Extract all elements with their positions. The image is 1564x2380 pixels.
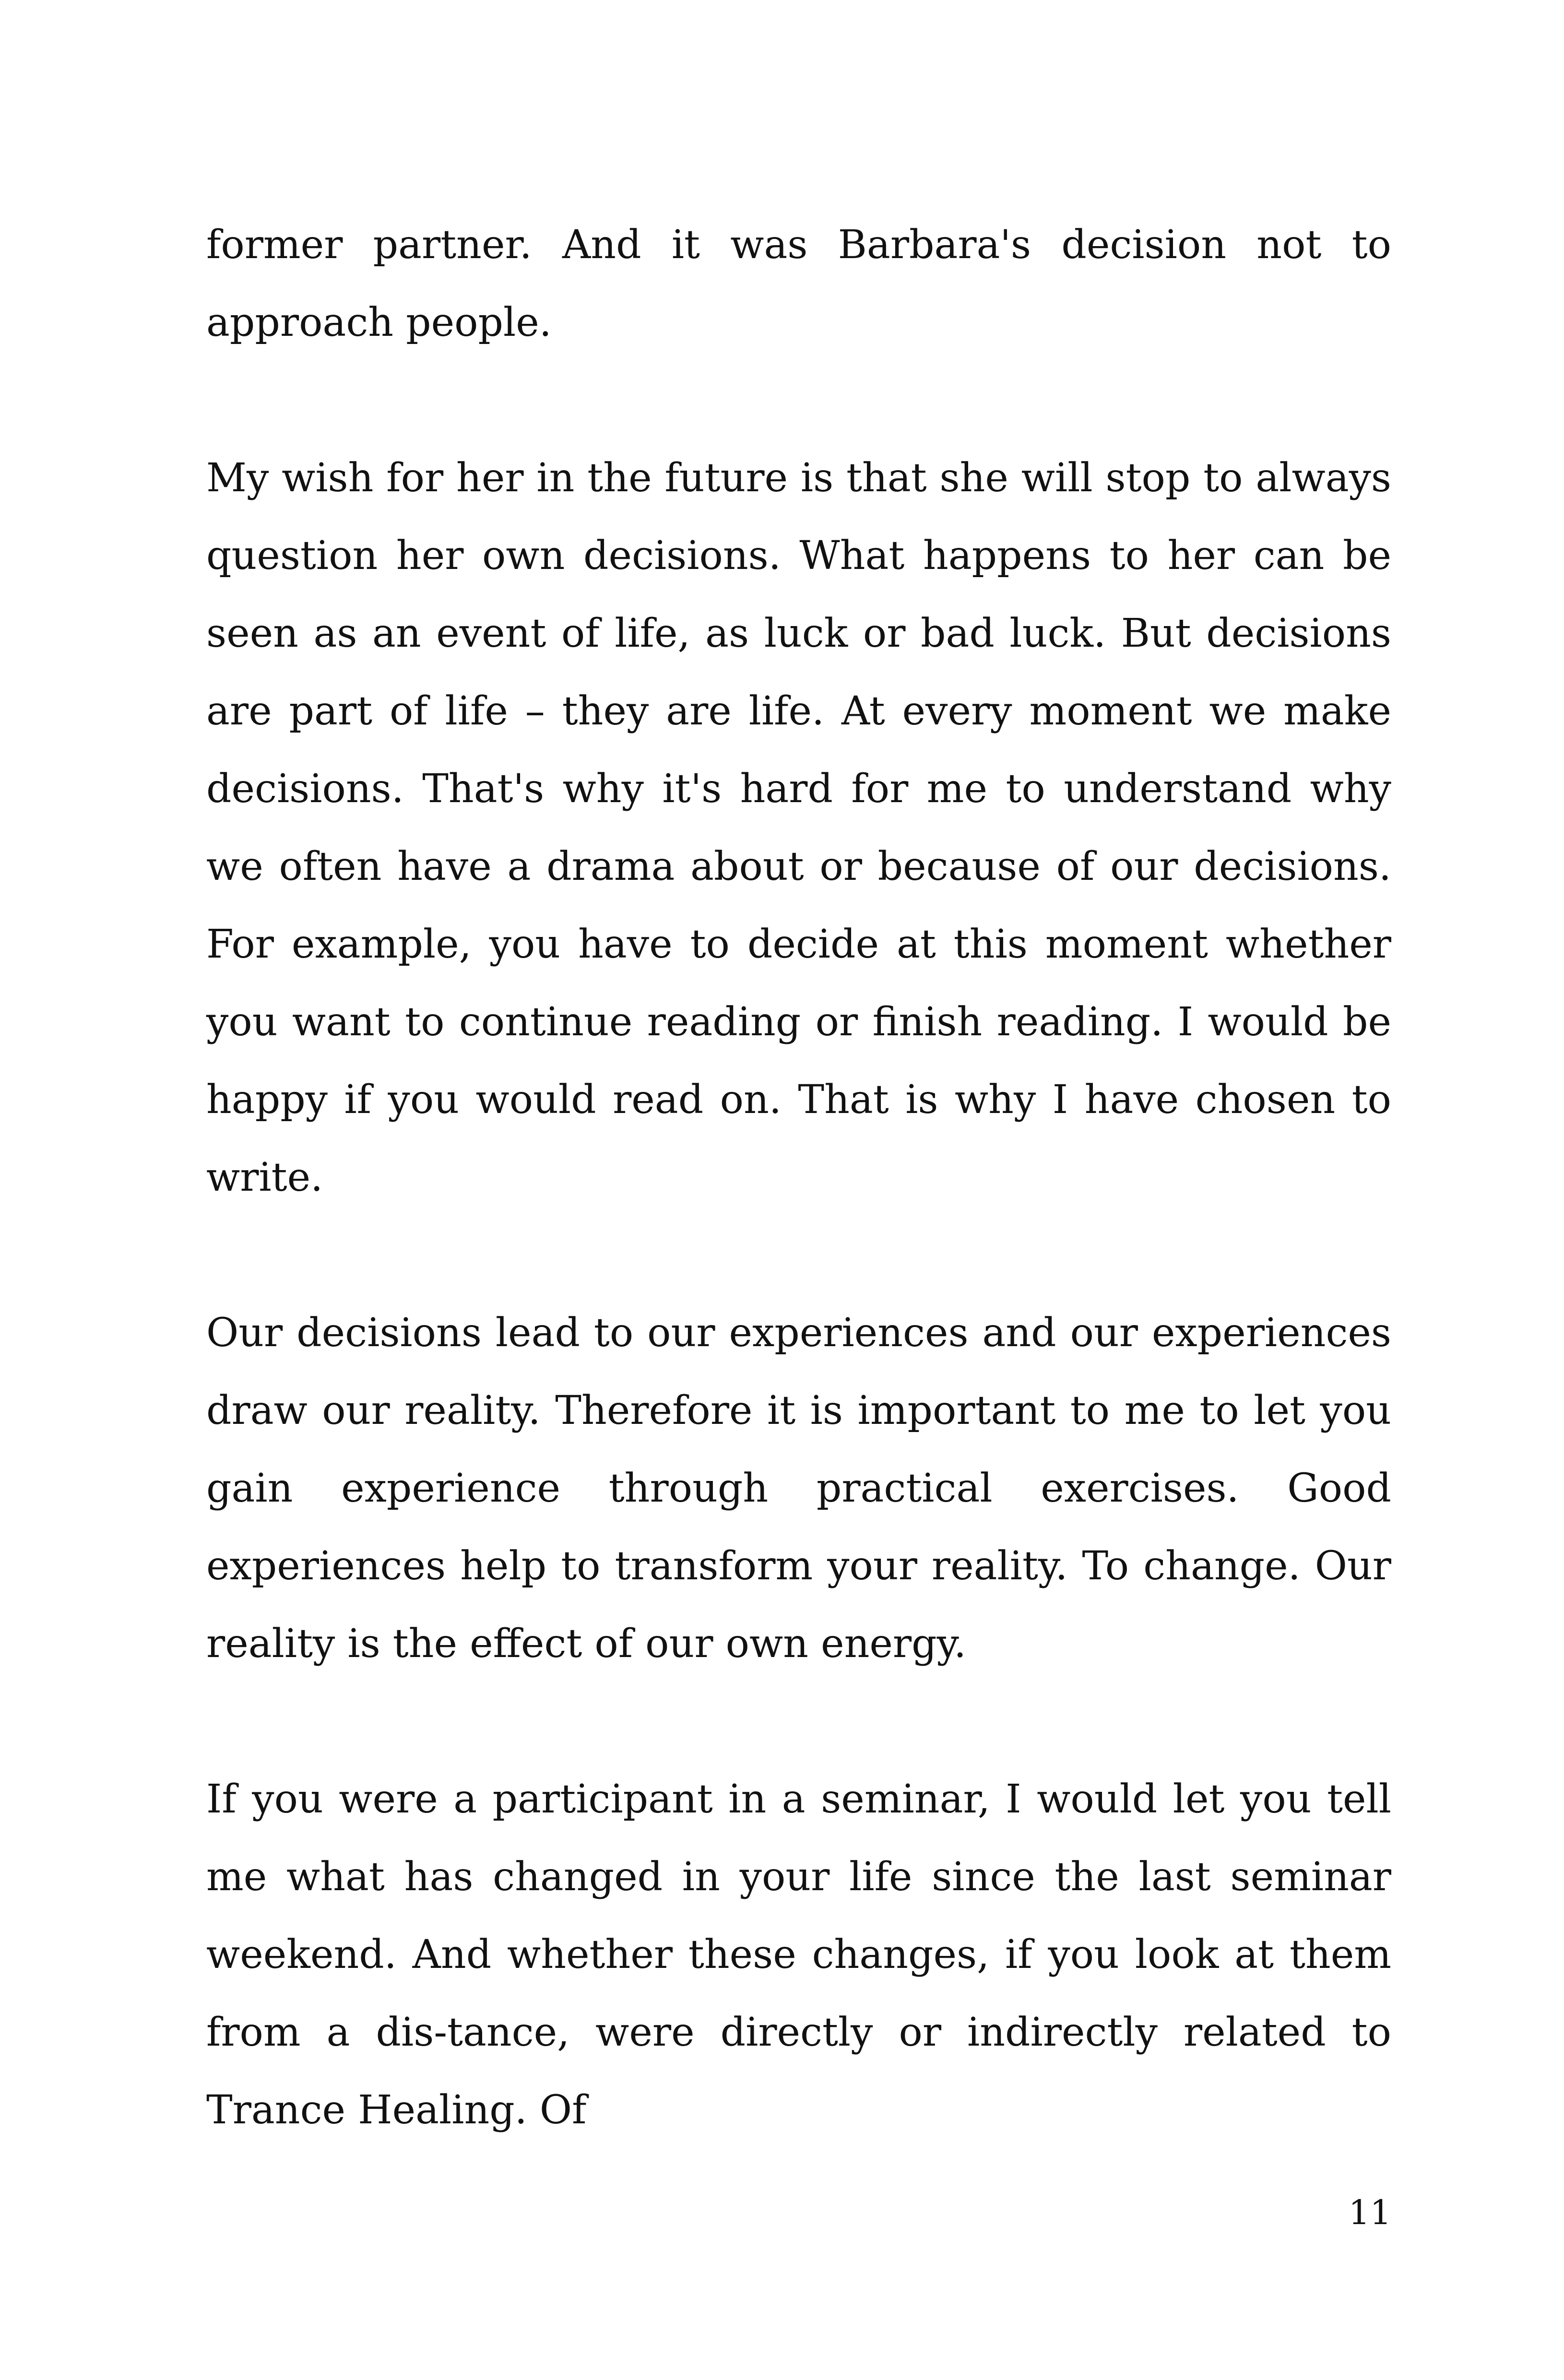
paragraph-3: Our decisions lead to our experiences and our experiences draw our reality. Therefore it is important to me to let you gain experience through practical exercises. Good experiences help to transform your reality. To change. Our reality is the effect of our own energy.: [206, 1310, 1391, 1667]
body-text: [206, 206, 1391, 2149]
paragraph-2: My wish for her in the future is that she will stop to always question her own decisions. What happens to her can be seen as an event of life, as luck or bad luck. But decisions are part of life – they are life. At every moment we make decisions. That's why it's hard for me to understand why we often have a drama about or because of our decisions. For example, you have to decide at this moment whether you want to continue reading or finish reading. I would be happy if you would read on. That is why I have chosen to write.: [206, 455, 1391, 1200]
paragraph-1: former partner. And it was Barbara's decision not to approach people.: [206, 222, 1391, 345]
page-number: 11: [1348, 2193, 1391, 2232]
paragraph-4: If you were a participant in a seminar, I would let you tell me what has changed in your life since the last seminar weekend. And whether these changes, if you look at them from a dis-tance, were directly or indirectly related to Trance Healing. Of: [206, 1776, 1391, 2133]
